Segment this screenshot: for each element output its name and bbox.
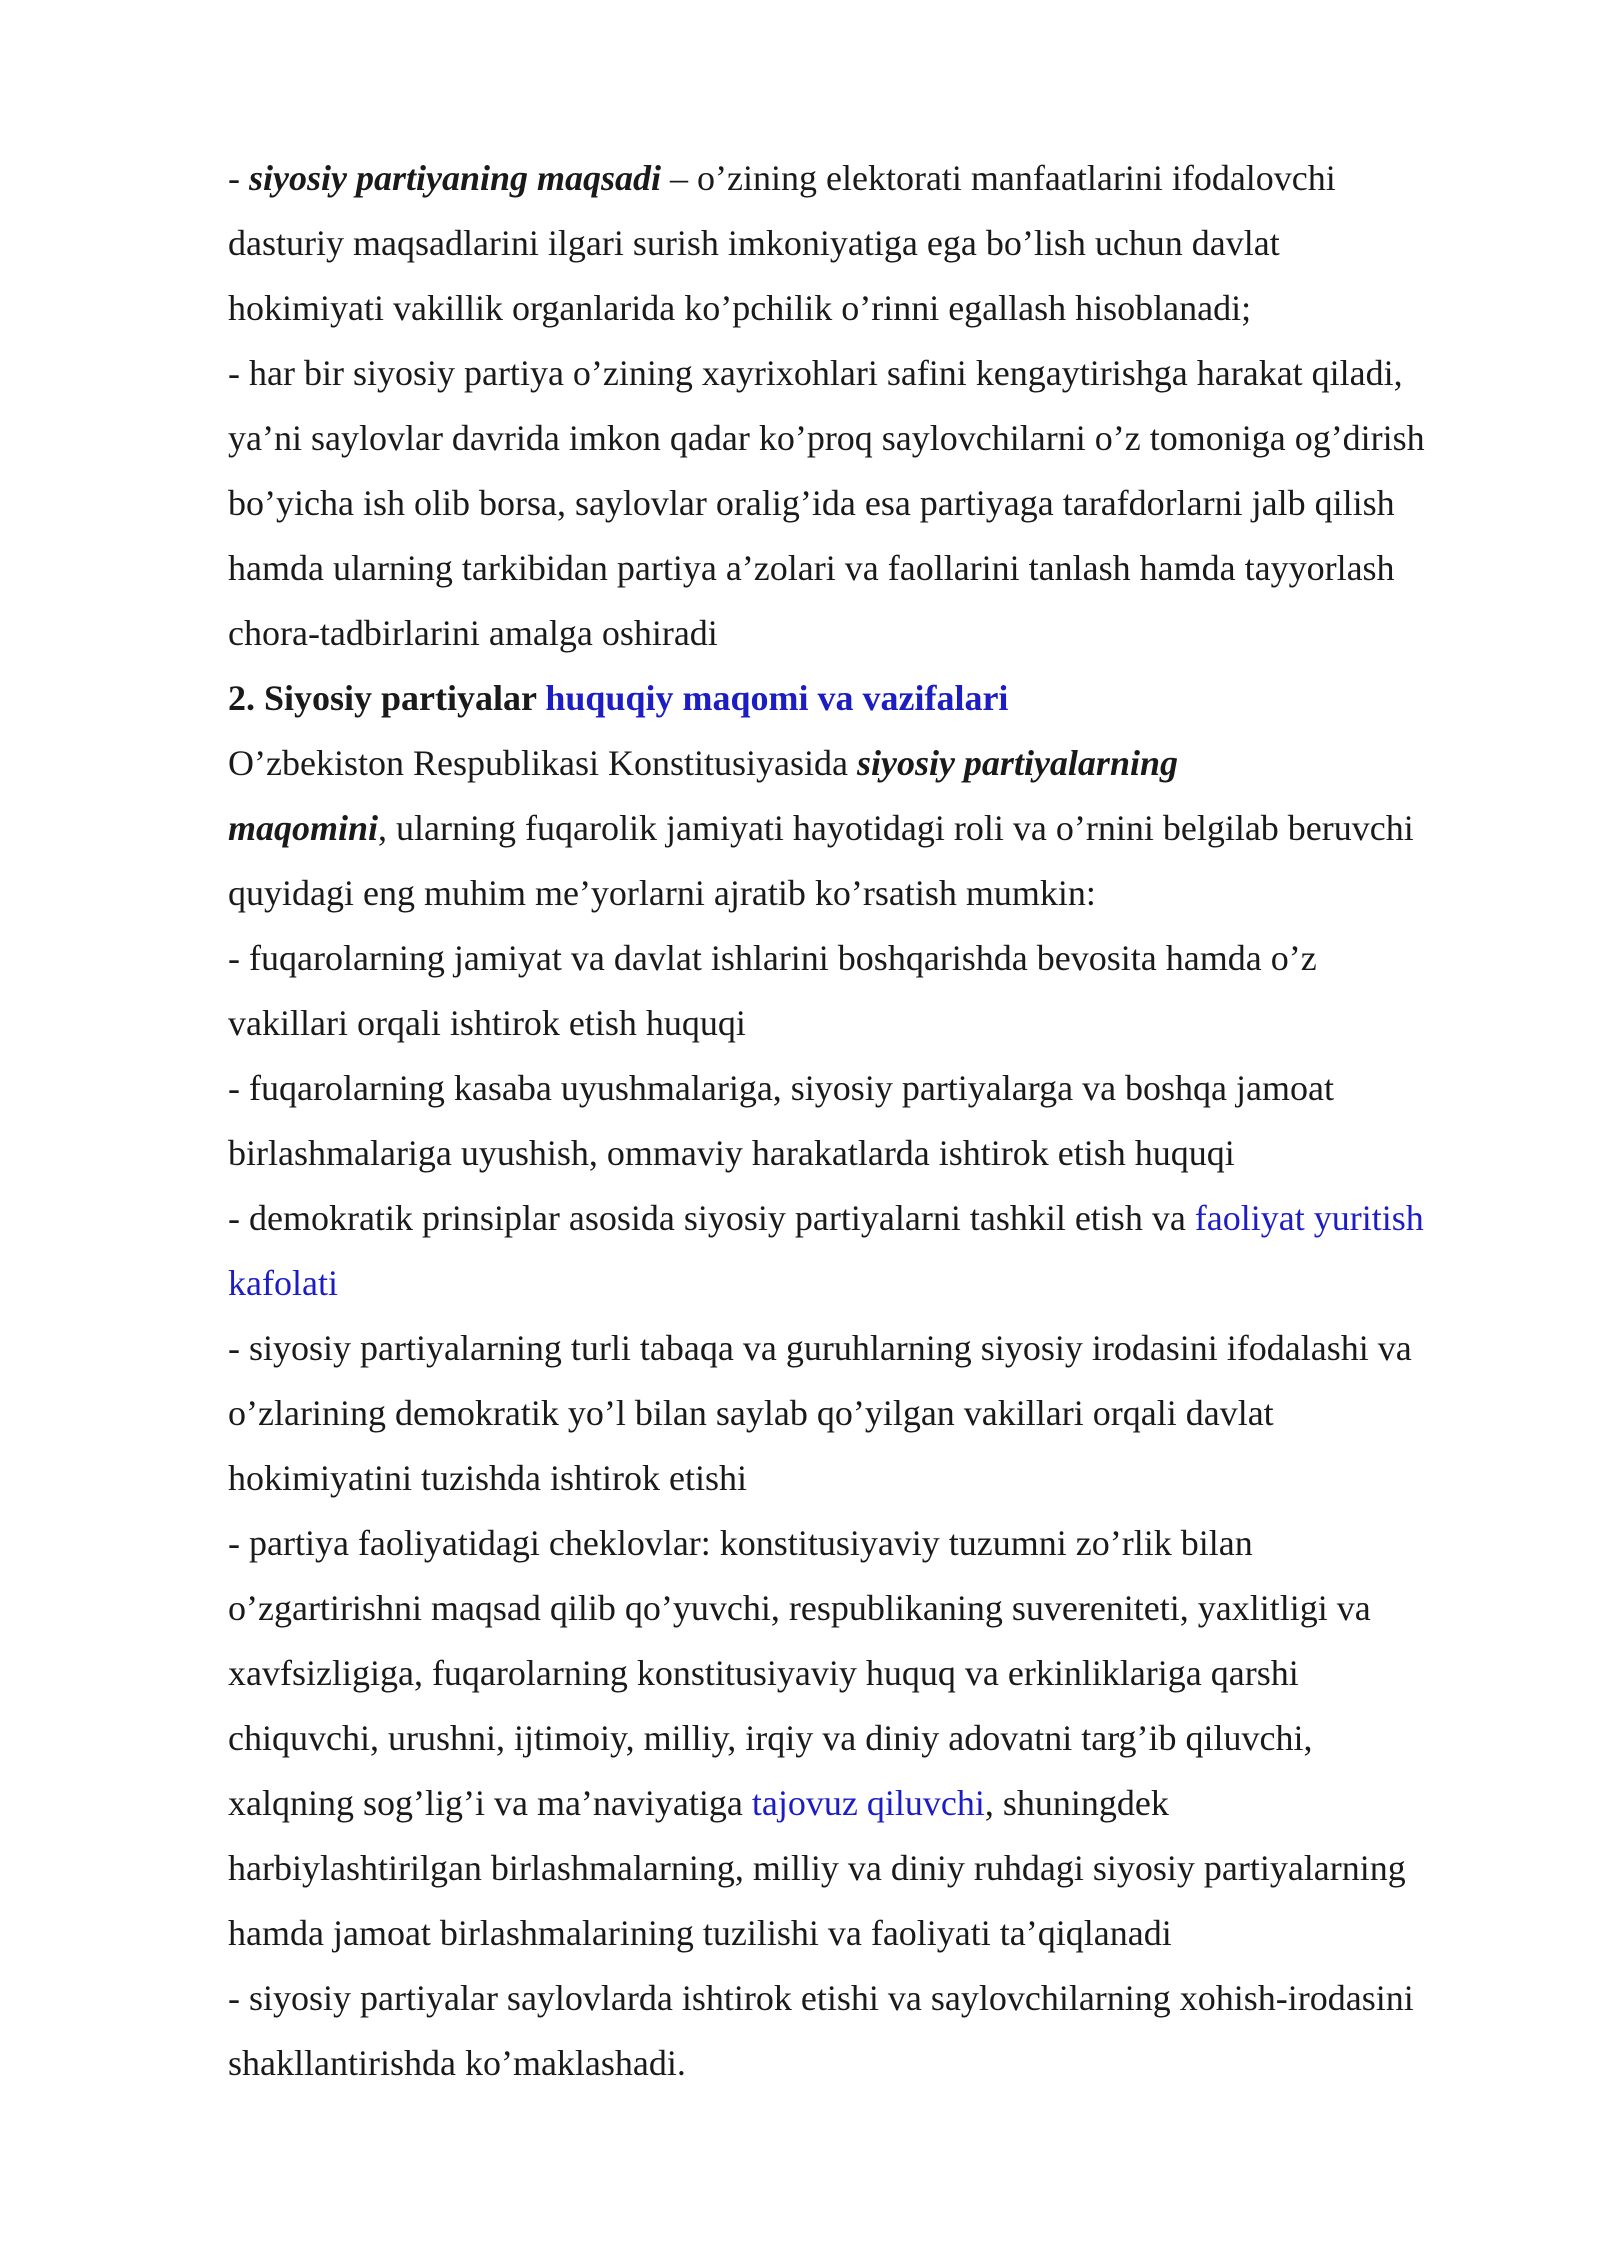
text-line: o’zgartirishni maqsad qilib qo’yuvchi, respublikaning suvereniteti, yaxlitligi va (228, 1588, 1371, 1628)
text-segment: O’zbekiston Respublikasi Konstitusiyasida (228, 743, 857, 783)
heading-text: 2. Siyosiy partiyalar (228, 678, 546, 718)
text-line: - siyosiy partiyalar saylovlarda ishtirok etishi va saylovchilarning xohish-irodasini (228, 1978, 1414, 2018)
list-item-right-manage (228, 926, 1528, 1056)
document-page (228, 146, 1528, 2096)
list-item-elections (228, 1966, 1528, 2096)
list-item-democratic (228, 1186, 1528, 1316)
text-line: quyidagi eng muhim me’yorlarni ajratib ko’rsatish mumkin: (228, 873, 1096, 913)
heading-line (228, 666, 1528, 731)
text-line (228, 1251, 1528, 1316)
text-line (228, 1771, 1528, 1836)
link-guarantee[interactable]: kafolati (228, 1263, 338, 1303)
text-line: o’zlarining demokratik yo’l bilan saylab qo’yilgan vakillari orqali davlat (228, 1393, 1274, 1433)
text-line: - har bir siyosiy partiya o’zining xayrixohlari safini kengaytirishga harakat qiladi, (228, 353, 1403, 393)
text-line: hamda ularning tarkibidan partiya a’zolari va faollarini tanlash hamda tayyorlash (228, 548, 1395, 588)
link-encroach[interactable]: tajovuz qiluvchi (751, 1783, 985, 1823)
link-activity[interactable]: faoliyat yuritish (1194, 1198, 1424, 1238)
text-line: xavfsizligiga, fuqarolarning konstitusiyaviy huquq va erkinliklariga qarshi (228, 1653, 1299, 1693)
text-line: ya’ni saylovlar davrida imkon qadar ko’proq saylovchilarni o’z tomoniga og’dirish (228, 418, 1425, 458)
text-line: - partiya faoliyatidagi cheklovlar: konstitusiyaviy tuzumni zo’rlik bilan (228, 1523, 1253, 1563)
text-line: dasturiy maqsadlarini ilgari surish imkoniyatiga ega bo’lish uchun davlat (228, 223, 1280, 263)
text-segment: xalqning sog’lig’i va ma’naviyatiga (228, 1783, 752, 1823)
text-segment: , shuningdek (984, 1783, 1169, 1823)
text-line: vakillari orqali ishtirok etish huquqi (228, 1003, 746, 1043)
text-line (228, 146, 1528, 211)
text-line: - siyosiy partiyalarning turli tabaqa va guruhlarning siyosiy irodasini ifodalashi va (228, 1328, 1412, 1368)
section-heading (228, 666, 1528, 731)
heading-link[interactable]: huquqiy maqomi va vazifalari (545, 678, 1009, 718)
list-item-restrictions (228, 1511, 1528, 1966)
text-line (228, 1186, 1528, 1251)
text-line (228, 796, 1528, 861)
text-line: hokimiyati vakillik organlarida ko’pchilik o’rinni egallash hisoblanadi; (228, 288, 1252, 328)
text-line: chora-tadbirlarini amalga oshiradi (228, 613, 718, 653)
bullet-dash: - (228, 158, 249, 198)
paragraph-constitution (228, 731, 1528, 926)
text-line: birlashmalariga uyushish, ommaviy harakatlarda ishtirok etish huquqi (228, 1133, 1235, 1173)
text-line: hokimiyatini tuzishda ishtirok etishi (228, 1458, 747, 1498)
list-item-right-associate (228, 1056, 1528, 1186)
text-line: - fuqarolarning jamiyat va davlat ishlarini boshqarishda bevosita hamda o’z (228, 938, 1317, 978)
term-parties-status: siyosiy partiyalarning (856, 743, 1178, 783)
list-item-political-will (228, 1316, 1528, 1511)
text-segment: – o’zining elektorati manfaatlarini ifodalovchi (661, 158, 1336, 198)
text-line: harbiylashtirilgan birlashmalarning, milliy va diniy ruhdagi siyosiy partiyalarning (228, 1848, 1406, 1888)
text-line: bo’yicha ish olib borsa, saylovlar oralig’ida esa partiyaga tarafdorlarni jalb qilish (228, 483, 1395, 523)
term-status: maqomini (228, 808, 379, 848)
text-line: chiquvchi, urushni, ijtimoiy, milliy, irqiy va diniy adovatni targ’ib qiluvchi, (228, 1718, 1313, 1758)
text-line: hamda jamoat birlashmalarining tuzilishi va faoliyati ta’qiqlanadi (228, 1913, 1172, 1953)
text-segment: , ularning fuqarolik jamiyati hayotidagi roli va o’rnini belgilab beruvchi (378, 808, 1414, 848)
paragraph-party-goal (228, 146, 1528, 341)
paragraph-supporters (228, 341, 1528, 666)
text-line (228, 731, 1528, 796)
term-party-goal: siyosiy partiyaning maqsadi (249, 158, 662, 198)
text-segment: - demokratik prinsiplar asosida siyosiy partiyalarni tashkil etish va (228, 1198, 1195, 1238)
text-line: shakllantirishda ko’maklashadi. (228, 2043, 686, 2083)
text-line: - fuqarolarning kasaba uyushmalariga, siyosiy partiyalarga va boshqa jamoat (228, 1068, 1334, 1108)
